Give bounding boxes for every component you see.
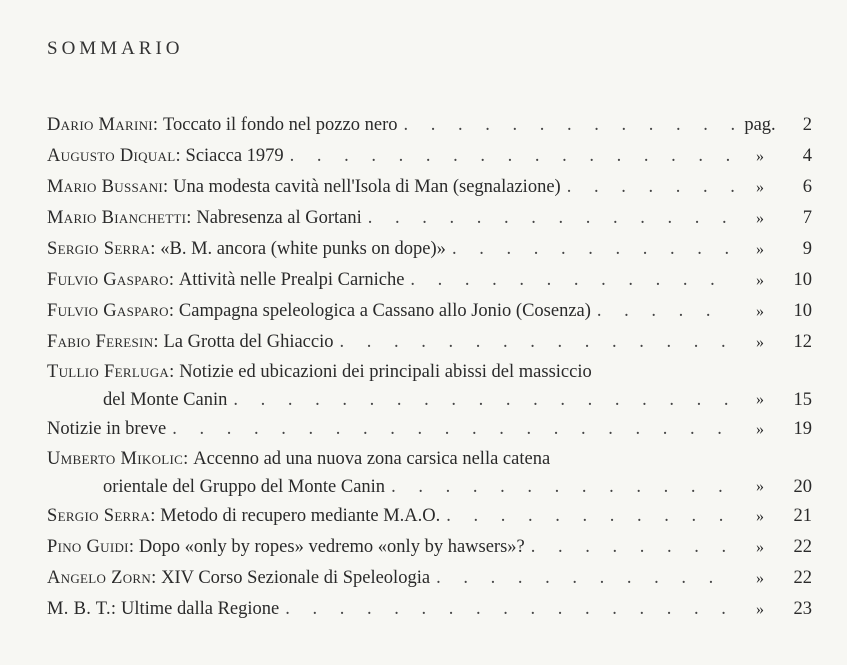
toc-entry: [47, 532, 812, 563]
entry-title: Dopo «only by ropes» vedremo «only by hawsers»?: [138, 537, 525, 557]
entry-title: Toccato il fondo nel pozzo nero: [162, 115, 398, 135]
page-number: 21: [793, 506, 812, 526]
entry-title: Accenno ad una nuova zona carsica nella catena: [193, 449, 551, 469]
page-number: 4: [802, 146, 812, 166]
page-number: 20: [793, 477, 812, 497]
toc-entry: [47, 594, 812, 625]
page-number: 2: [802, 115, 812, 135]
entry-title-continuation: del Monte Canin: [103, 390, 228, 410]
entry-author: Mario Bussani:: [47, 177, 169, 197]
dot-leader: [403, 110, 734, 141]
ditto-marker: »: [756, 241, 764, 258]
entry-author: M. B. T.:: [47, 599, 117, 619]
page-number: 12: [793, 332, 812, 352]
entry-author: Tullio Ferluga:: [47, 362, 175, 382]
toc-entry: [47, 265, 812, 296]
page-number: 10: [793, 270, 812, 290]
toc-entry: [47, 414, 812, 445]
ditto-marker: »: [756, 391, 764, 408]
toc-entry: [47, 327, 812, 358]
table-of-contents: [47, 110, 812, 625]
ditto-marker: »: [756, 478, 764, 495]
ditto-marker: »: [756, 148, 764, 165]
dot-leader: [436, 563, 734, 594]
entry-title: Notizie in breve: [47, 419, 167, 439]
ditto-marker: »: [756, 421, 764, 438]
toc-entry: [47, 296, 812, 327]
dot-leader: [597, 296, 734, 327]
ditto-marker: »: [756, 570, 764, 587]
entry-title-continuation: orientale del Gruppo del Monte Canin: [103, 477, 386, 497]
entry-author: Umberto Mikolic:: [47, 449, 189, 469]
entry-author: Sergio Serra:: [47, 239, 156, 259]
toc-entry: [47, 234, 812, 265]
dot-leader: [452, 234, 734, 265]
dot-leader: [172, 414, 734, 445]
entry-author: Dario Marini:: [47, 115, 159, 135]
dot-leader: [290, 141, 734, 172]
entry-author: Pino Guidi:: [47, 537, 135, 557]
page-number: 9: [802, 239, 812, 259]
entry-author: Sergio Serra:: [47, 506, 156, 526]
entry-title: Nabresenza al Gortani: [196, 208, 362, 228]
page-number: 22: [793, 568, 812, 588]
dot-leader: [285, 594, 734, 625]
toc-entry: [47, 172, 812, 203]
entry-title: Sciacca 1979: [185, 146, 284, 166]
dot-leader: [233, 386, 734, 414]
page-title: SOMMARIO: [47, 38, 184, 59]
entry-author: Angelo Zorn:: [47, 568, 157, 588]
ditto-marker: »: [756, 210, 764, 227]
dot-leader: [410, 265, 734, 296]
ditto-marker: »: [756, 508, 764, 525]
dot-leader: [531, 532, 734, 563]
dot-leader: [339, 327, 734, 358]
entry-title: Attività nelle Prealpi Carniche: [178, 270, 405, 290]
toc-entry: [47, 563, 812, 594]
toc-entry: [47, 445, 812, 501]
dot-leader: [446, 501, 734, 532]
toc-entry: [47, 501, 812, 532]
entry-title: Campagna speleologica a Cassano allo Jonio (Cosenza): [178, 301, 591, 321]
entry-author: Fulvio Gasparo:: [47, 301, 175, 321]
entry-title: La Grotta del Ghiaccio: [163, 332, 334, 352]
toc-entry: [47, 110, 812, 141]
entry-title: Una modesta cavità nell'Isola di Man (segnalazione): [173, 177, 561, 197]
entry-title: Metodo di recupero mediante M.A.O.: [160, 506, 441, 526]
dot-leader: [391, 473, 734, 501]
ditto-marker: »: [756, 601, 764, 618]
page-number: 10: [793, 301, 812, 321]
ditto-marker: »: [756, 272, 764, 289]
page-number: 6: [802, 177, 812, 197]
page-number: 23: [793, 599, 812, 619]
entry-title: «B. M. ancora (white punks on dope)»: [160, 239, 446, 259]
toc-entry: [47, 141, 812, 172]
ditto-marker: »: [756, 179, 764, 196]
ditto-marker: »: [756, 334, 764, 351]
entry-author: Augusto Diqual:: [47, 146, 181, 166]
entry-author: Fulvio Gasparo:: [47, 270, 175, 290]
entry-title: XIV Corso Sezionale di Speleologia: [161, 568, 431, 588]
page-number: 19: [793, 419, 812, 439]
toc-entry: [47, 203, 812, 234]
page-number: 7: [802, 208, 812, 228]
ditto-marker: »: [756, 539, 764, 556]
ditto-marker: »: [756, 303, 764, 320]
page-number: 15: [793, 390, 812, 410]
dot-leader: [368, 203, 734, 234]
dot-leader: [567, 172, 734, 203]
page-number: 22: [793, 537, 812, 557]
entry-author: Fabio Feresin:: [47, 332, 159, 352]
entry-author: Mario Bianchetti:: [47, 208, 192, 228]
toc-entry: [47, 358, 812, 414]
page-marker: pag.: [744, 115, 776, 135]
entry-title: Ultime dalla Regione: [120, 599, 280, 619]
entry-title: Notizie ed ubicazioni dei principali abissi del massiccio: [179, 362, 592, 382]
